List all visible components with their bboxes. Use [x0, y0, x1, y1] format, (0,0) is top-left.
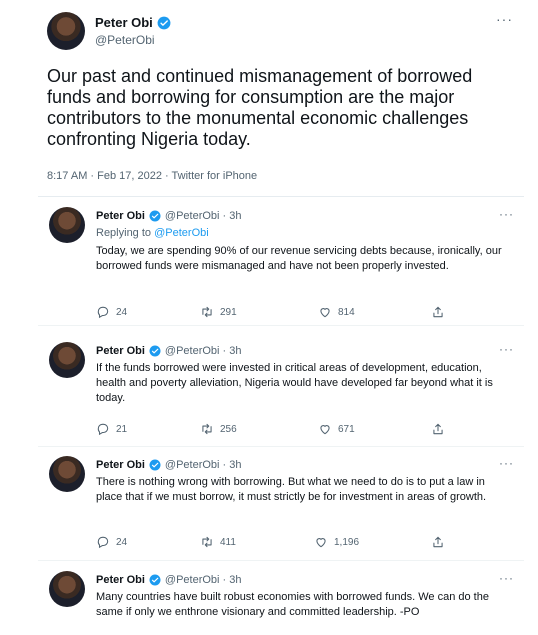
tweet-timestamp[interactable]: 8:17 AM · Feb 17, 2022 · Twitter for iPhone	[47, 170, 258, 182]
reply-tweet[interactable]	[38, 447, 524, 561]
avatar[interactable]	[49, 342, 85, 378]
retweet-button[interactable]	[200, 535, 236, 549]
reply-tweet[interactable]	[38, 562, 524, 630]
reply-header	[96, 459, 242, 471]
like-button[interactable]	[318, 305, 355, 319]
share-button[interactable]	[431, 422, 445, 436]
reply-button[interactable]	[96, 535, 127, 549]
reply-text: If the funds borrowed were invested in critical areas of development, education, health and poverty alleviation, Nigeria would have developed far beyond what it is today.	[96, 362, 493, 404]
like-count: 814	[338, 306, 355, 318]
reply-header	[96, 345, 242, 357]
reply-icon	[96, 305, 110, 319]
verified-badge-icon	[157, 16, 171, 30]
replying-to-link[interactable]: @PeterObi	[154, 227, 209, 239]
more-options-icon[interactable]: ···	[499, 207, 514, 221]
action-bar	[96, 422, 496, 438]
avatar[interactable]	[49, 207, 85, 243]
retweet-icon	[200, 535, 214, 549]
verified-badge-icon	[149, 459, 161, 471]
retweet-button[interactable]	[200, 305, 237, 319]
author-name[interactable]: Peter Obi	[96, 574, 145, 586]
more-options-icon[interactable]: ···	[499, 571, 514, 585]
reply-text: Many countries have built robust economies with borrowed funds. We can do the same if only we enthrone visionary and committed leadership. -PO	[96, 591, 489, 618]
main-tweet-header	[47, 10, 527, 52]
like-count: 671	[338, 423, 355, 435]
retweet-icon	[200, 422, 214, 436]
share-icon	[431, 422, 445, 436]
share-button[interactable]	[431, 305, 445, 319]
reply-text: Today, we are spending 90% of our revenue servicing debts because, ironically, our borrowed funds were mismanaged and have not been properly invested.	[96, 245, 502, 272]
retweet-icon	[200, 305, 214, 319]
like-button[interactable]	[318, 422, 355, 436]
share-button[interactable]	[431, 535, 445, 549]
avatar[interactable]	[49, 571, 85, 607]
author-name[interactable]: Peter Obi	[96, 345, 145, 357]
divider	[38, 196, 524, 197]
reply-header	[96, 210, 242, 222]
more-options-icon[interactable]: ···	[499, 456, 514, 470]
reply-icon	[96, 422, 110, 436]
handle-time[interactable]: @PeterObi · 3h	[164, 210, 242, 222]
more-options-icon[interactable]: ···	[496, 11, 513, 27]
replying-prefix: Replying to	[96, 227, 152, 239]
like-button[interactable]	[314, 535, 359, 549]
more-options-icon[interactable]: ···	[499, 342, 514, 356]
tweet-text: Our past and continued mismanagement of borrowed funds and borrowing for consumption are the major contributors to the monumental economic challenges confronting Nigeria today.	[47, 66, 473, 149]
author-name[interactable]: Peter Obi	[95, 15, 153, 30]
reply-button[interactable]	[96, 422, 127, 436]
avatar[interactable]	[49, 456, 85, 492]
handle-time[interactable]: @PeterObi · 3h	[164, 345, 242, 357]
retweet-button[interactable]	[200, 422, 237, 436]
retweet-count: 291	[220, 306, 237, 318]
reply-header	[96, 574, 242, 586]
heart-icon	[318, 422, 332, 436]
reply-tweet[interactable]	[38, 198, 524, 326]
retweet-count: 256	[220, 423, 237, 435]
reply-icon	[96, 535, 110, 549]
heart-icon	[318, 305, 332, 319]
replying-to	[96, 227, 209, 239]
reply-count: 24	[116, 306, 128, 318]
reply-button[interactable]	[96, 305, 127, 319]
author-line	[95, 15, 171, 30]
reply-count: 21	[116, 423, 128, 435]
action-bar	[96, 535, 496, 551]
author-handle[interactable]: @PeterObi	[95, 33, 155, 47]
share-icon	[431, 535, 445, 549]
reply-text: There is nothing wrong with borrowing. But what we need to do is to put a law in place that if we must borrow, it must strictly be for investment in areas of growth.	[96, 476, 487, 503]
like-count: 1,196	[334, 536, 360, 548]
handle-time[interactable]: @PeterObi · 3h	[164, 459, 242, 471]
share-icon	[431, 305, 445, 319]
verified-badge-icon	[149, 210, 161, 222]
avatar[interactable]	[47, 12, 85, 50]
retweet-count: 411	[220, 536, 236, 548]
reply-tweet[interactable]	[38, 333, 524, 447]
action-bar	[96, 305, 496, 321]
handle-time[interactable]: @PeterObi · 3h	[164, 574, 242, 586]
reply-count: 24	[116, 536, 128, 548]
heart-icon	[314, 535, 328, 549]
verified-badge-icon	[149, 574, 161, 586]
verified-badge-icon	[149, 345, 161, 357]
author-name[interactable]: Peter Obi	[96, 459, 145, 471]
author-name[interactable]: Peter Obi	[96, 210, 145, 222]
